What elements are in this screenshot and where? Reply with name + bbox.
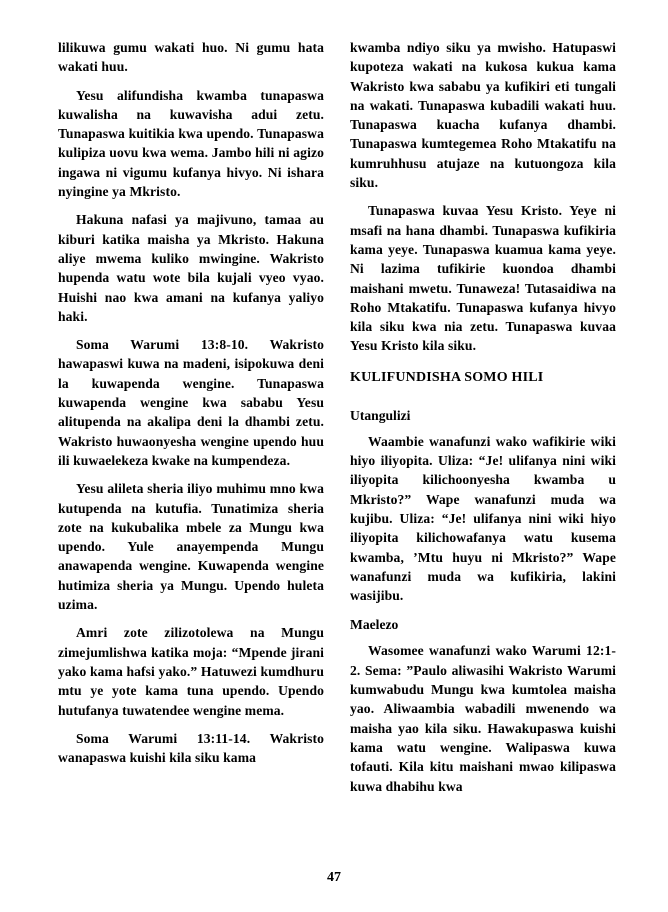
- paragraph: kwamba ndiyo siku ya mwisho. Hatupaswi kupoteza wakati na kukosa kukua kama Wakristo kwa sababu ya kufikiri eti tungali na wakati. Tunapaswa kubadili wakati huu. Tunapaswa kuacha kufanya dhambi. Tunapaswa kumtegemea Roho Mtakatifu na kumruhhusu atujaze na kutuongoza kila siku.: [350, 40, 616, 191]
- paragraph: Soma Warumi 13:11-14. Wakristo wanapaswa kuishi kila siku kama: [58, 730, 324, 766]
- paragraph: Soma Warumi 13:8-10. Wakristo hawapaswi kuwa na madeni, isipokuwa deni la kuwapenda wengine. Tunapaswa kuwapenda wengine kwa sababu Yesu alitupenda na akalipa deni la dhambi zetu. Wakristo huwaonyesha wengine upendo huu ili kuwaelekeza kwake na kumpendeza.: [58, 337, 324, 468]
- left-column: [58, 38, 324, 858]
- section-heading: KULIFUNDISHA SOMO HILI: [350, 369, 544, 385]
- paragraph: lilikuwa gumu wakati huo. Ni gumu hata wakati huu.: [58, 40, 324, 75]
- paragraph: Tunapaswa kuvaa Yesu Kristo. Yeye ni msafi na hana dhambi. Tunapaswa kufikiria kama yeye. Tunapaswa kuamua kama yeye. Ni lazima tufikirie kuondoa dhambi maishani mwetu. Tunaweza! Tutasaidiwa na Roho Mtakatifu. Tunapaswa kufanya hivyo kila siku kwa nia zetu. Tunapaswa kuvaa Yesu Kristo kila siku.: [350, 203, 616, 354]
- paragraph: Yesu alileta sheria iliyo muhimu mno kwa kutupenda na kutufia. Tunatimiza sheria zote na kukubalika mbele za Mungu kwa upendo. Yule anayempenda Mungu anawapenda wengine. Kuwapenda wengine hutimiza sheria ya Mungu. Upendo huleta uzima.: [58, 481, 324, 613]
- right-column: [350, 38, 616, 858]
- page-number: 47: [327, 870, 341, 885]
- two-column-body: [58, 38, 616, 858]
- paragraph: Yesu alifundisha kwamba tunapaswa kuwalisha na kuwavisha adui zetu. Tunapaswa kuitikia kwa upendo. Tunapaswa kulipiza uovu kwa wema. Jambo hili ni agizo ingawa ni vigumu kufanya hivyo. Ni ishara nyingine ya Mkristo.: [58, 87, 324, 200]
- paragraph: Hakuna nafasi ya majivuno, tamaa au kiburi katika maisha ya Mkristo. Hakuna aliye mwema kuliko mwingine. Wakristo hupenda watu wote bila kujali vyeo vyao. Huishi nao kwa amani na kufanya yaliyo haki.: [58, 212, 324, 324]
- paragraph: Waambie wanafunzi wako wafikirie wiki hiyo iliyopita. Uliza: “Je! ulifanya nini wiki iliyopita kilichoonyesha kwamba u Mkristo?” Wape wanafunzi muda wa kujibu. Uliza: “Je! ulifanya nini wiki hiyo iliyopita kilichowafanya watu kusema kwamba, ’Mtu huyu ni Mkristo?” Wape wanafunzi muda wa kufikiria, lakini wasijibu.: [350, 433, 616, 604]
- subsection-heading-maelezo: Maelezo: [350, 617, 399, 633]
- subsection-heading-utangulizi: Utangulizi: [350, 407, 411, 423]
- paragraph: Wasomee wanafunzi wako Warumi 12:1-2. Sema: ”Paulo aliwasihi Wakristo Warumi kumwabudu Mungu kwa kumtolea maisha yao. Aliwaambia wabadili mwenendo wa maisha yao kila siku. Hawakupaswa kuishi kama watu wengine. Walipaswa kuwa tofauti. Kila kitu maishani mwao kilipaswa kuwa dhabihu kwa: [350, 643, 616, 794]
- paragraph: Amri zote zilizotolewa na Mungu zimejumlishwa katika moja: “Mpende jirani yako kama hafsi yako.” Hatuwezi kumdhuru mtu ye yote kama tuna upendo. Upendo hutufanya tuwatendee wengine mema.: [58, 625, 324, 718]
